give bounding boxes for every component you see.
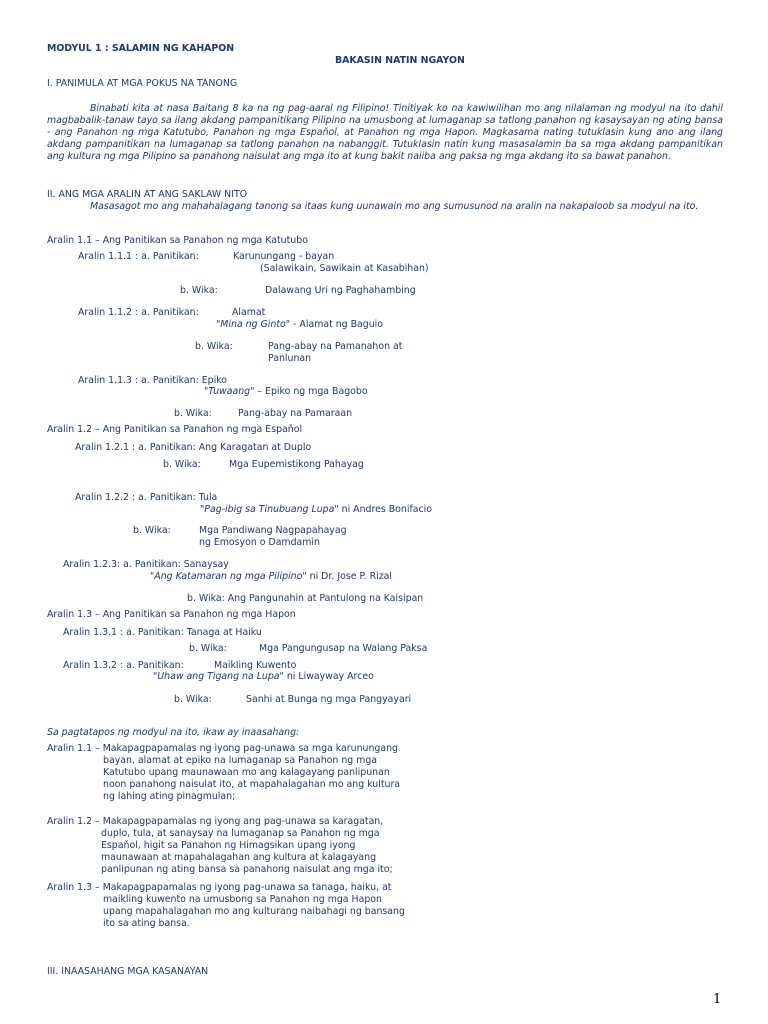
lesson-1-1-1-label: Aralin 1.1.1 : a. Panitikan: [78,251,199,262]
lesson-1-3-2-b-label: b. Wika: [174,694,212,705]
lesson-1-2-2-b-value: Mga Pandiwang Nagpapahayag [199,525,347,536]
section1-paragraph-text: Binabati kita at nasa Baitang 8 ka na ng pag-aaral ng Filipino! Tinitiyak ko na kawiwilihan mo ang nilalaman ng modyul na ito dahil magbabalik-tanaw tayo sa ilang akdang pampanitikang Pilipino na umusbong at lumaganap sa tatlong panahon ng kasaysayan ng ating bansa - ang Panahon ng mga Katutubo, Panahon ng mga Espaňol, at Panahon ng mga Hapon. Magkasama nating tutuklasin kung ano ang ilang akdang pampanitikan na lumaganap sa tatlong panahon na nabanggit. Tutuklasin natin kung masasalamin ba sa mga akdang pampanitikan ang kultura ng mga Pilipino sa panahong naisulat ang mga ito at kung bakit naiiba ang paksa ng mga akdang ito sa bawat panahon. [47,103,723,162]
lesson-1-3-2-title-rest: ni Liwayway Arceo [283,671,374,682]
section2-paragraph [47,201,723,213]
lesson-1-2-2-b-value2: ng Emosyon o Damdamin [199,537,320,548]
lesson-1-3-1-b-label: b. Wika: [189,643,227,654]
lesson-1-3-2-title: "Uhaw ang Tigang na Lupa" [153,671,284,682]
lesson-1-2-2-label: Aralin 1.2.2 : a. Panitikan: Tula [75,492,218,503]
expectation-3 [47,882,407,930]
lesson-1-1-3-title-rest: – Epiko ng mga Bagobo [254,386,368,397]
lesson-1-2-3-b: b. Wika: Ang Pangunahin at Pantulong na Kaisipan [187,593,424,604]
lesson-1-3-2-value: Maikling Kuwento [214,660,297,671]
lesson-1-2-2-title: "Pag-ibig sa Tinubuang Lupa" [200,504,339,515]
lesson-1-1-3-title: "Tuwaang" [204,386,255,397]
lesson-1-3: Aralin 1.3 – Ang Panitikan sa Panahon ng mga Hapon [47,609,296,620]
lesson-1-1-2-title-line [216,319,383,331]
lesson-1-2-3-title: "Ang Katamaran ng mga Pilipino" [150,571,307,582]
lesson-1-2-3-title-rest: ni Dr. Jose P. Rizal [306,571,393,582]
section1-paragraph [47,103,723,163]
lesson-1-2: Aralin 1.2 – Ang Panitikan sa Panahon ng mga Espaňol [47,424,303,435]
lesson-1-1-1-b-value: Dalawang Uri ng Paghahambing [265,285,416,296]
lesson-1-1-1-b-label: b. Wika: [180,285,218,296]
lesson-1-1-2-value: Alamat [232,307,266,318]
expectation-2-lead: Aralin 1.2 – Makapagpapamalas ng iyong ang pag-unawa sa karagatan, [47,816,384,827]
lesson-1-2-2-title-line [200,504,432,516]
section1-heading: I. PANIMULA AT MGA POKUS NA TANONG [47,78,238,89]
lesson-1-1-2-title-rest: - Alamat ng Baguio [290,319,384,330]
expectation-2-rest: duplo, tula, at sanaysay na lumaganap sa Panahon ng mga Espaňol, higit sa Panahon ng Himagsikan upang iyong maunawaan at mapahalagahan ang kultura at kalagayang panlipunan ng ating bansa sa panahong naisulat ang mga ito; [101,828,393,875]
lesson-1-3-2-title-line [153,671,374,683]
lesson-1-1-3-title-line [204,386,368,398]
expectations-intro: Sa pagtatapos ng modyul na ito, ikaw ay inaasahang: [47,727,300,738]
module-subtitle: BAKASIN NATIN NGAYON [335,55,465,66]
lesson-1-1-1-value: Karunungang - bayan [233,251,335,262]
lesson-1-3-1-b-value: Mga Pangungusap na Walang Paksa [259,643,428,654]
lesson-1-1-2-b-value: Pang-abay na Pamanahon at [268,341,403,352]
lesson-1-1-2-b-label: b. Wika: [195,341,233,352]
expectation-1-rest: bayan, alamat at epiko na lumaganap sa Panahon ng mga Katutubo upang maunawaan mo ang kalagayang panlipunan noon panahong naisulat ito, at mapahalagahan mo ang kultura ng lahing ating pinagmulan; [103,755,401,802]
section2-paragraph-text: Masasagot mo ang mahahalagang tanong sa itaas kung uunawain mo ang sumusunod na aralin na nakapaloob sa modyul na ito. [90,201,699,212]
lesson-1-1-2-label: Aralin 1.1.2 : a. Panitikan: [78,307,199,318]
lesson-1-2-1-label: Aralin 1.2.1 : a. Panitikan: Ang Karagatan at Duplo [75,442,312,453]
lesson-1-2-3-title-line [150,571,392,583]
lesson-1-1: Aralin 1.1 – Ang Panitikan sa Panahon ng mga Katutubo [47,235,308,246]
section2-heading: II. ANG MGA ARALIN AT ANG SAKLAW NITO [47,189,248,200]
lesson-1-1-3-b-label: b. Wika: [174,408,212,419]
lesson-1-1-2-b-value2: Panlunan [268,353,312,364]
expectation-3-rest: maikling kuwento na umusbong sa Panahon ng mga Hapon upang mapahalagahan mo ang kulturang naibahagi ng bansang ito sa ating bansa. [103,894,405,929]
expectation-3-lead: Aralin 1.3 – Makapagpapamalas ng iyong pag-unawa sa tanaga, haiku, at [47,882,392,893]
lesson-1-2-2-b-label: b. Wika: [133,525,171,536]
lesson-1-1-2-title: "Mina ng Ginto" [216,319,291,330]
lesson-1-1-3-b-value: Pang-abay na Pamaraan [238,408,353,419]
lesson-1-1-1-sub: (Salawikain, Sawikain at Kasabihan) [260,263,429,274]
lesson-1-1-3-label: Aralin 1.1.3 : a. Panitikan: Epiko [78,375,228,386]
page-number: 1 [713,992,722,1007]
lesson-1-3-2-b-value: Sanhi at Bunga ng mga Pangyayari [246,694,412,705]
lesson-1-3-2-label: Aralin 1.3.2 : a. Panitikan: [63,660,184,671]
module-title: MODYUL 1 : SALAMIN NG KAHAPON [47,43,235,54]
lesson-1-2-2-title-rest: ni Andres Bonifacio [338,504,433,515]
section3-heading: III. INAASAHANG MGA KASANAYAN [47,966,209,977]
expectation-1-lead: Aralin 1.1 – Makapagpapamalas ng iyong pag-unawa sa mga karunungang [47,743,398,754]
expectation-2 [47,816,407,876]
lesson-1-2-1-b-value: Mga Eupemistikong Pahayag [229,459,364,470]
lesson-1-2-3-label: Aralin 1.2.3: a. Panitikan: Sanaysay [63,559,229,570]
expectation-1 [47,743,407,803]
lesson-1-2-1-b-label: b. Wika: [163,459,201,470]
lesson-1-3-1-label: Aralin 1.3.1 : a. Panitikan: Tanaga at Haiku [63,627,262,638]
